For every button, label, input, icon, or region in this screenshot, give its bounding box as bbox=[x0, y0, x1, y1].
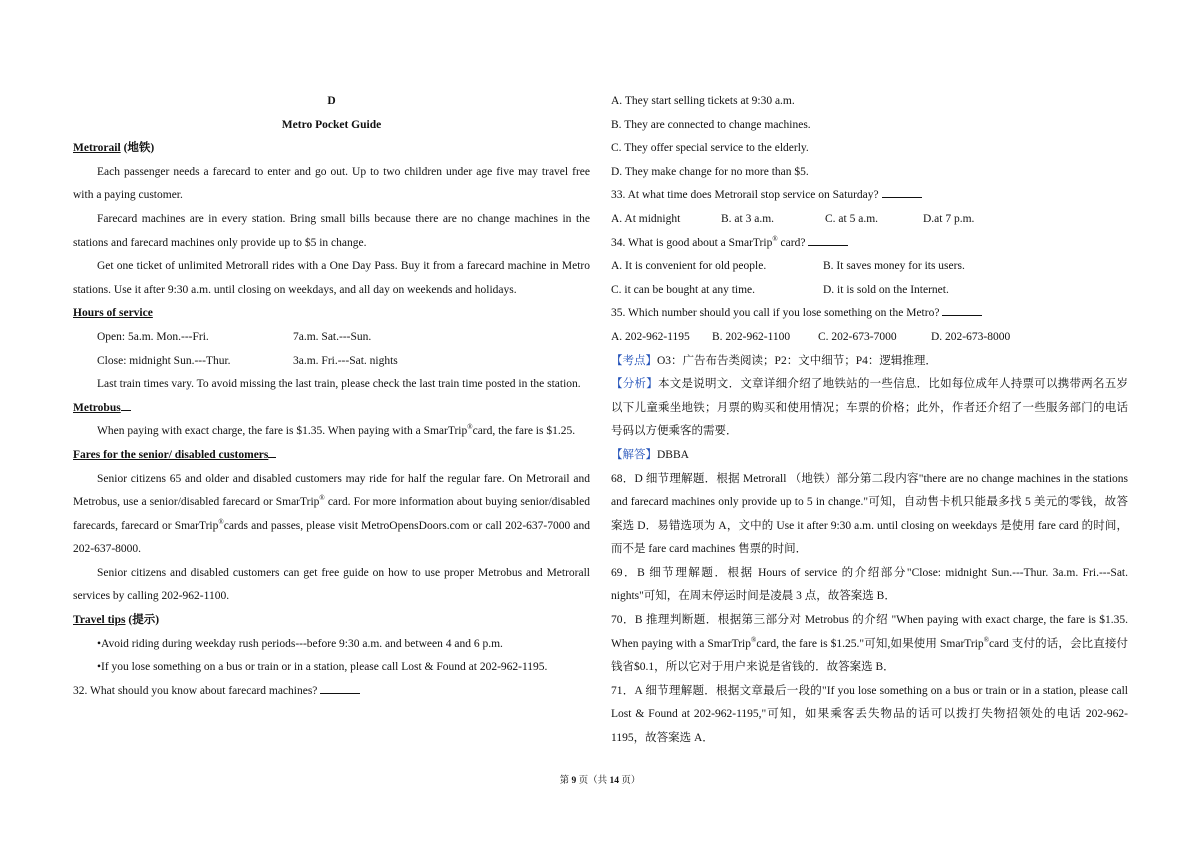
fares-paragraph-2: Senior citizens and disabled customers can get free guide on how to use proper Metrobus and Metrorall services by calling 202-962-1100. bbox=[73, 566, 590, 603]
open-hours bbox=[73, 326, 590, 350]
fenxi-text: 本文是说明文．文章详细介绍了地铁站的一些信息．比如每位成年人持票可以携带两名五岁以下儿童乘坐地铁；月票的购买和使用情况；车票的价格；此外，作者还介绍了一些服务部门的电话号码以方便乘客的需要． bbox=[611, 378, 1129, 438]
kaodian-tag: 【考点】 bbox=[611, 354, 657, 367]
close-weekday: Close: midnight Sun.---Thur. bbox=[97, 354, 231, 367]
left-column bbox=[73, 90, 590, 703]
footer-text-b: 页（共 bbox=[576, 776, 610, 786]
question-33 bbox=[611, 184, 1128, 208]
metrorail-paragraph-1: Each passenger needs a farecard to enter and go out. Up to two children under age five may travel free with a paying customer. bbox=[73, 165, 590, 202]
answer-blank bbox=[808, 235, 848, 246]
metrorail-heading: Metrorail bbox=[73, 142, 121, 155]
q35-options bbox=[611, 326, 1128, 350]
q32-option-b: B. They are connected to change machines. bbox=[611, 118, 811, 131]
metrobus-text-b: card, the fare is $1.25. bbox=[472, 425, 576, 438]
travel-tip-1: •Avoid riding during weekday rush periods---before 9:30 a.m. and between 4 and 6 p.m. bbox=[97, 637, 503, 650]
q33-option-c: C. at 5 a.m. bbox=[825, 212, 879, 225]
q34-options-row-1 bbox=[611, 255, 1128, 279]
registered-mark: ® bbox=[319, 494, 325, 503]
fares-heading-line bbox=[73, 444, 590, 468]
close-hours bbox=[73, 350, 590, 374]
right-column bbox=[611, 90, 1128, 751]
q35-option-a: A. 202-962-1195 bbox=[611, 330, 690, 343]
question-32-text: 32. What should you know about farecard machines? bbox=[73, 684, 318, 697]
registered-mark: ® bbox=[751, 635, 757, 644]
metrobus-heading-line bbox=[73, 397, 590, 421]
last-train-paragraph: Last train times vary. To avoid missing the last train, please check the last train time posted in the station. bbox=[97, 378, 581, 391]
q35-option-d: D. 202-673-8000 bbox=[931, 330, 1011, 343]
travel-heading-cn: (提示) bbox=[125, 614, 160, 627]
jieda-line bbox=[611, 444, 1128, 468]
heading-underline bbox=[121, 398, 131, 411]
q32-option-d: D. They make change for no more than $5. bbox=[611, 165, 809, 178]
answer-68: 68．D 细节理解题．根据 Metrorall （地铁）部分第二段内容"there are no change machines in the stations and farecard machines only provide up to 5 in change."可知，自动售卡机只能最多找 5 美元的零钱，故答案选 D．易错选项为 A，文中的 Use it after 9:30 a.m. until closing on weekdays 是使用 fare card 的时间，而不是 fare card machines 售票的时间． bbox=[611, 472, 1128, 556]
heading-underline bbox=[268, 445, 276, 458]
fares-text-c: cards and passes, please visit MetroOpensDoors.com or call 202-637-7000 and 202-637-8000. bbox=[73, 519, 590, 556]
metrorail-heading-cn: (地铁) bbox=[120, 142, 155, 155]
total-pages: 14 bbox=[609, 776, 619, 786]
q33-option-d: D.at 7 p.m. bbox=[923, 212, 975, 225]
fenxi-tag: 【分析】 bbox=[611, 378, 659, 391]
open-weekend: 7a.m. Sat.---Sun. bbox=[293, 330, 372, 343]
answer-69: 69．B 细节理解题．根据 Hours of service 的介绍部分"Close: midnight Sun.---Thur. 3a.m. Fri.---Sat. nights"可知，在周末停运时间是凌晨 3 点，故答案选 B． bbox=[611, 566, 1128, 603]
answer-blank bbox=[942, 305, 982, 316]
footer-text-c: 页） bbox=[619, 776, 641, 786]
travel-heading-line bbox=[73, 609, 590, 633]
metrobus-heading: Metrobus bbox=[73, 401, 121, 414]
question-35-text: 35. Which number should you call if you lose something on the Metro? bbox=[611, 307, 940, 320]
metrorail-paragraph-3: Get one ticket of unlimited Metrorall rides with a One Day Pass. Buy it from a farecard machine in Metro stations. Use it after 9:30 a.m. until closing on weekdays, and all day on weekends and holidays. bbox=[73, 260, 590, 296]
metrobus-text-a: When paying with exact charge, the fare is $1.35. When paying with a SmarTrip bbox=[97, 425, 468, 438]
question-34 bbox=[611, 232, 1128, 256]
question-34-text-a: 34. What is good about a SmarTrip bbox=[611, 236, 773, 249]
question-34-text-b: card? bbox=[777, 236, 806, 249]
fares-paragraph-1 bbox=[73, 468, 590, 562]
travel-heading: Travel tips bbox=[73, 614, 126, 627]
fares-text-b: card. For more information about buying senior/disabled farecards, farecard or SmarTrip bbox=[73, 496, 591, 532]
answer-70 bbox=[611, 609, 1128, 680]
hours-heading: Hours of service bbox=[73, 307, 153, 320]
close-weekend: 3a.m. Fri.---Sat. nights bbox=[293, 354, 398, 367]
question-33-text: 33. At what time does Metrorail stop service on Saturday? bbox=[611, 189, 879, 202]
travel-tip-2: •If you lose something on a bus or train or in a station, please call Lost & Found at 202-962-1195. bbox=[97, 661, 548, 674]
answer-70-text-a: 70．B 推理判断题．根据第三部分对 Metrobus 的介绍 "When paying with exact charge, the fare is $1.35. When paying with a SmarTrip bbox=[611, 614, 1128, 650]
q33-option-b: B. at 3 a.m. bbox=[721, 212, 775, 225]
q32-option-c: C. They offer special service to the elderly. bbox=[611, 142, 809, 155]
q33-options bbox=[611, 208, 1128, 232]
answer-blank bbox=[882, 187, 922, 198]
q34-option-b: B. It saves money for its users. bbox=[823, 260, 965, 273]
fares-text-a: Senior citizens 65 and older and disabled customers may ride for half the regular fare. On Metrorail and Metrobus, use a senior/disabled farecard or SmarTrip bbox=[73, 472, 590, 509]
q33-option-a: A. At midnight bbox=[611, 212, 681, 225]
page-number: 9 bbox=[571, 776, 577, 786]
open-weekday: Open: 5a.m. Mon.---Fri. bbox=[97, 330, 209, 343]
q34-option-a: A. It is convenient for old people. bbox=[611, 260, 767, 273]
metrobus-paragraph bbox=[73, 420, 590, 444]
kaodian-text: O3：广告布告类阅读；P2：文中细节；P4：逻辑推理． bbox=[657, 354, 937, 367]
jieda-text: DBBA bbox=[657, 448, 689, 461]
registered-mark: ® bbox=[983, 635, 990, 644]
metrorail-paragraph-2: Farecard machines are in every station. Bring small bills because there are no change machines in the stations and farecard machines only provide up to $5 in change. bbox=[73, 212, 590, 249]
registered-mark: ® bbox=[467, 423, 473, 432]
q35-option-b: B. 202-962-1100 bbox=[712, 330, 791, 343]
passage-title: Metro Pocket Guide bbox=[281, 118, 382, 131]
registered-mark: ® bbox=[218, 517, 224, 526]
metrorail-heading-line bbox=[73, 137, 590, 161]
footer-text-a: 第 bbox=[559, 776, 572, 786]
jieda-tag: 【解答】 bbox=[611, 448, 657, 461]
kaodian-line bbox=[611, 350, 1128, 374]
section-letter: D bbox=[327, 95, 336, 107]
answer-71: 71．A 细节理解题．根据文章最后一段的"If you lose something on a bus or train or in a station, please call Lost & Found at 202-962-1195,"可知，如果乘客丢失物品的话可以拨打失物招领处的电话 202-962-1195，故答案选 A． bbox=[611, 684, 1128, 745]
q34-options-row-2 bbox=[611, 279, 1128, 303]
q32-option-a: A. They start selling tickets at 9:30 a.m. bbox=[611, 95, 795, 107]
q34-option-c: C. it can be bought at any time. bbox=[611, 283, 756, 296]
fenxi-paragraph bbox=[611, 373, 1128, 444]
q34-option-d: D. it is sold on the Internet. bbox=[823, 283, 949, 296]
fares-heading: Fares for the senior/ disabled customers bbox=[73, 448, 269, 461]
question-35 bbox=[611, 302, 1128, 326]
answer-70-text-c: card 支付的话，会比直接付钱省$0.1，所以它对于用户来说是省钱的．故答案选 B． bbox=[611, 637, 1128, 674]
answer-70-text-b: card, the fare is $1.25."可知,如果使用 SmarTrip bbox=[756, 637, 984, 650]
page-footer bbox=[0, 772, 1200, 786]
registered-mark: ® bbox=[772, 234, 778, 243]
answer-blank bbox=[320, 683, 360, 694]
question-32 bbox=[73, 680, 590, 704]
q35-option-c: C. 202-673-7000 bbox=[818, 330, 897, 343]
